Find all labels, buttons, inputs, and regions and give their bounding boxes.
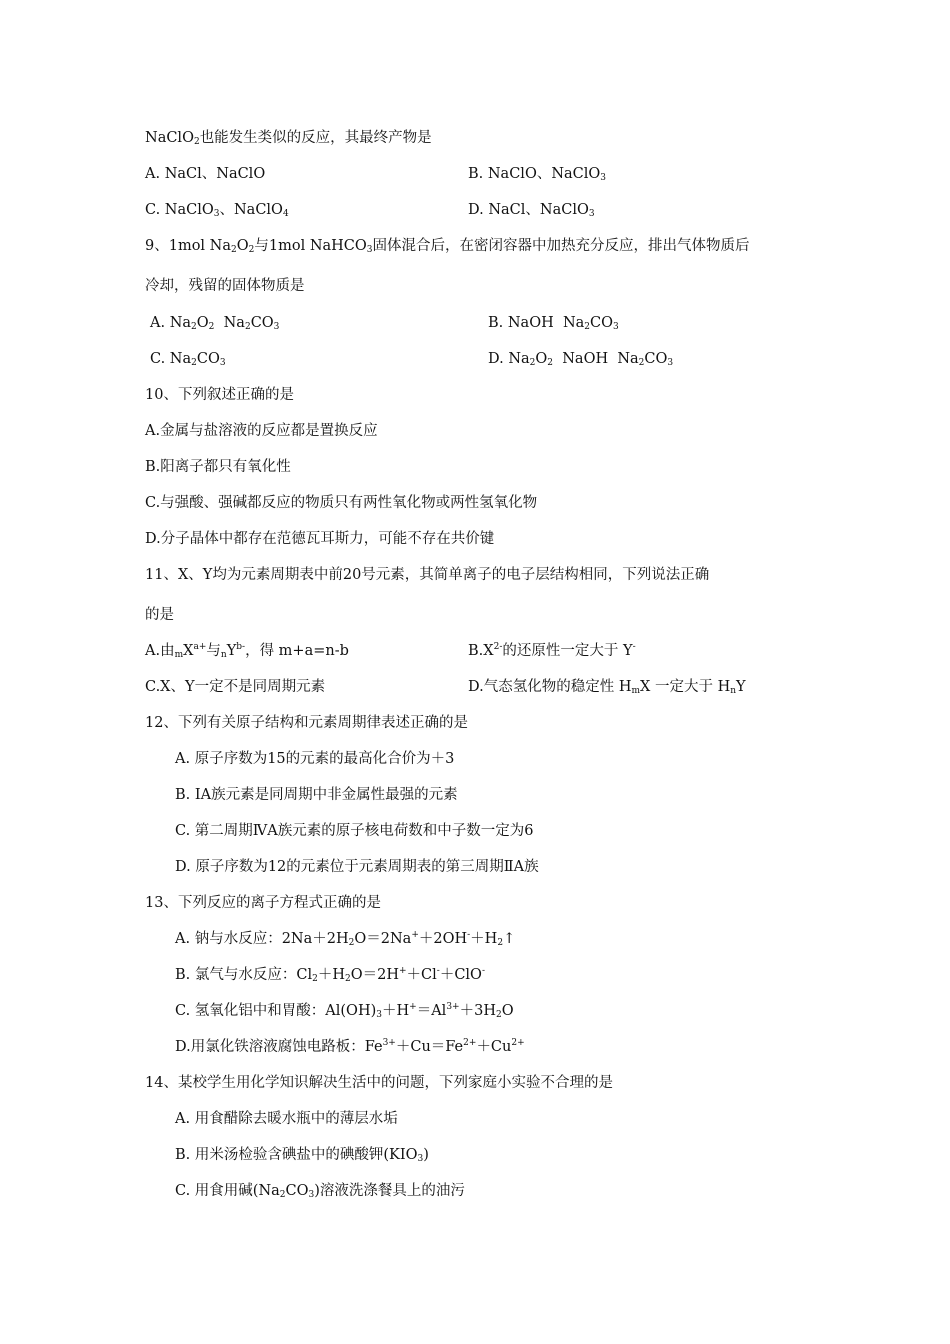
q8-option-a: A. NaCl、NaClO (145, 166, 266, 182)
q8-option-d: D. NaCl、NaClO$_3$ (468, 202, 595, 219)
q12-option-d: D. 原子序数为12的元素位于元素周期表的第三周期ⅡA族 (175, 859, 539, 875)
q12-stem: 12、下列有关原子结构和元素周期律表述正确的是 (145, 715, 468, 731)
q13-option-a: A. 钠与水反应：$2Na+2H_2O=2Na^++2OH^-+H_2↑$ (175, 930, 516, 948)
q14-option-c: C. 用食用碱$(Na_2CO_3)$溶液洗涤餐具上的油污 (175, 1183, 465, 1200)
q11-option-c: C.X、Y一定不是同周期元素 (145, 679, 326, 695)
q13-option-c: C. 氢氧化铝中和胃酸：$Al(OH)_3+H^+=Al^{3+}+3H_2O$ (175, 1002, 514, 1020)
q9-stem-line2: 冷却，残留的固体物质是 (145, 278, 305, 294)
q8-option-b: B. NaClO、NaClO$_3$ (468, 166, 607, 183)
q10-stem: 10、下列叙述正确的是 (145, 387, 294, 403)
q10-option-d: D.分子晶体中都存在范德瓦耳斯力，可能不存在共价键 (145, 531, 495, 547)
q12-option-b: B. ⅠA族元素是同周期中非金属性最强的元素 (175, 787, 458, 803)
q11-stem-line2: 的是 (145, 607, 174, 623)
q14-stem: 14、某校学生用化学知识解决生活中的问题，下列家庭小实验不合理的是 (145, 1075, 613, 1091)
q11-stem-line1: 11、X、Y均为元素周期表中前20号元素，其简单离子的电子层结构相同，下列说法正确 (145, 567, 710, 583)
q9-option-a: A. $Na_2O_2$ $Na_2CO_3$ (150, 315, 280, 332)
q13-option-b: B. 氯气与水反应：$Cl_2+H_2O=2H^++Cl^-+ClO^-$ (175, 966, 485, 984)
q8-option-c: C. NaClO$_3$、NaClO$_4$ (145, 202, 289, 219)
q12-option-a: A. 原子序数为15的元素的最高化合价为＋3 (175, 751, 455, 767)
q12-option-c: C. 第二周期ⅣA族元素的原子核电荷数和中子数一定为6 (175, 823, 534, 839)
q8-stem-tail: NaClO$_2$也能发生类似的反应，其最终产物是 (145, 130, 432, 147)
q10-option-c: C.与强酸、强碱都反应的物质只有两性氧化物或两性氢氧化物 (145, 495, 538, 511)
q9-stem-line1: 9、1mol $Na_2O_2$与1mol NaHCO$_3$固体混合后，在密闭容器中加热充分反应，排出气体物质后 (145, 238, 750, 255)
q9-option-c: C. $Na_2CO_3$ (150, 351, 226, 368)
q11-option-b: $B.X^{2-}$的还原性一定大于 Y- (468, 642, 636, 659)
q9-option-d: D. $Na_2O_2$ NaOH $Na_2CO_3$ (488, 351, 674, 368)
q11-option-a: A.由$_mX^{a+}$与$_nY^{b-}$，得 m+a=n-b (145, 642, 349, 660)
q13-stem: 13、下列反应的离子方程式正确的是 (145, 895, 381, 911)
q14-option-a: A. 用食醋除去暖水瓶中的薄层水垢 (175, 1111, 398, 1127)
q13-option-d: D.用氯化铁溶液腐蚀电路板：$Fe^{3+}+Cu=Fe^{2+}+Cu^{2+}$ (175, 1038, 525, 1055)
q10-option-b: B.阳离子都只有氧化性 (145, 459, 291, 475)
q14-option-b: B. 用米汤检验含碘盐中的碘酸钾$(KIO_3)$ (175, 1147, 429, 1164)
q9-option-b: B. NaOH $Na_2CO_3$ (488, 315, 619, 332)
q11-option-d: D.气态氢化物的稳定性 $H_mX$ 一定大于 $H_nY$ (468, 679, 746, 696)
q10-option-a: A.金属与盐溶液的反应都是置换反应 (145, 423, 378, 439)
